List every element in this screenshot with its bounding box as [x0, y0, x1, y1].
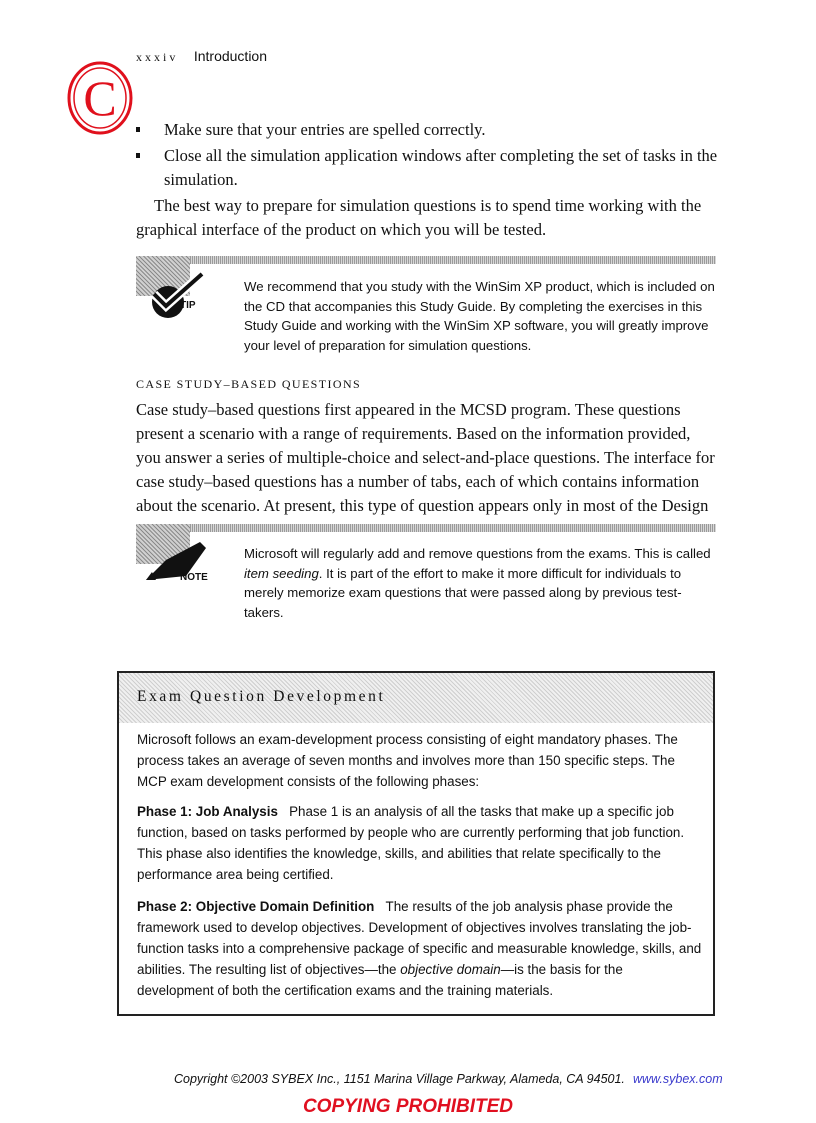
simulation-prep-paragraph: The best way to prepare for simulation questions is to spend time working with the graphical interface of the product on which you will be tested. — [136, 196, 702, 239]
objective-domain-term: objective domain — [400, 962, 501, 977]
phase-1-paragraph: Phase 1: Job Analysis Phase 1 is an analysis of all the tasks that make up a specific job function, based on tasks performed by people who are currently performing that job function. This phase also identifies the knowledge, skills, and abilities that relate specifically to the performance area being certified. — [137, 804, 685, 882]
running-header — [136, 48, 267, 66]
case-study-paragraph: Case study–based questions first appeared in the MCSD program. These questions present a scenario with a range of requirements. Based on the information provided, you answer a series of multiple-choice and select-and-place questions. The interface for case study–based questions has a number of tabs, each of which contains information about the scenario. At present, this type of question appears only in most of the Design — [136, 400, 715, 515]
list-item: Close all the simulation application windows after completing the set of tasks in the simulation. — [134, 144, 724, 192]
note-icon-label: NOTE — [180, 572, 208, 583]
sidebar-title: Exam Question Development — [137, 688, 386, 705]
page-number: xxxiv — [136, 50, 179, 64]
list-item: Make sure that your entries are spelled correctly. — [134, 118, 724, 142]
section-title: Introduction — [193, 48, 268, 64]
phase-2-paragraph: Phase 2: Objective Domain Definition The results of the job analysis phase provide the framework used to develop objectives. Development of objectives involves translating the job-function tasks into a comprehensive package of specific and measurable knowledge, skills, and abilities. The resulting list of objectives—the objective domain—is the basis for the development of both the certification exams and the training materials. — [137, 899, 702, 998]
tips-bullet-list — [134, 118, 724, 194]
tip-callout — [136, 256, 716, 356]
copyright-notice: Copyright ©2003 SYBEX Inc., 1151 Marina Village Parkway, Alameda, CA 94501. — [174, 1072, 625, 1086]
callout-divider — [136, 524, 716, 532]
callout-divider — [136, 256, 716, 264]
case-study-heading: CASE STUDY–BASED QUESTIONS — [136, 377, 362, 391]
item-seeding-term: item seeding — [244, 565, 319, 581]
copying-prohibited-notice: COPYING PROHIBITED — [302, 1096, 514, 1117]
exam-development-sidebar — [117, 671, 715, 1016]
stamp-letter: C — [83, 70, 117, 126]
sybex-link[interactable]: www.sybex.com — [633, 1072, 723, 1086]
phase-1-label: Phase 1: Job Analysis — [137, 804, 278, 819]
sidebar-title-bar — [119, 673, 713, 723]
copyright-stamp-icon — [66, 60, 134, 136]
tip-check-icon — [140, 268, 216, 320]
tip-text: We recommend that you study with the WinSim XP product, which is included on the CD that accompanies this Study Guide. By completing the exercises in this Study Guide and working with the WinSim XP software, you will greatly improve your level of preparation for simulation questions. — [244, 279, 715, 353]
note-pencil-icon — [140, 536, 216, 588]
phase-2-label: Phase 2: Objective Domain Definition — [137, 899, 375, 914]
sidebar-intro: Microsoft follows an exam-development process consisting of eight mandatory phases. The process takes an average of seven months and involves more than 150 specific steps. The MCP exam development consists of the following phases: — [137, 732, 678, 789]
tip-icon-label: TIP — [180, 300, 196, 311]
note-text: Microsoft will regularly add and remove questions from the exams. This is called item seeding. It is part of the effort to make it more difficult for individuals to merely memorize exam questions that were passed along by previous test-takers. — [244, 546, 711, 620]
note-callout — [136, 524, 716, 624]
